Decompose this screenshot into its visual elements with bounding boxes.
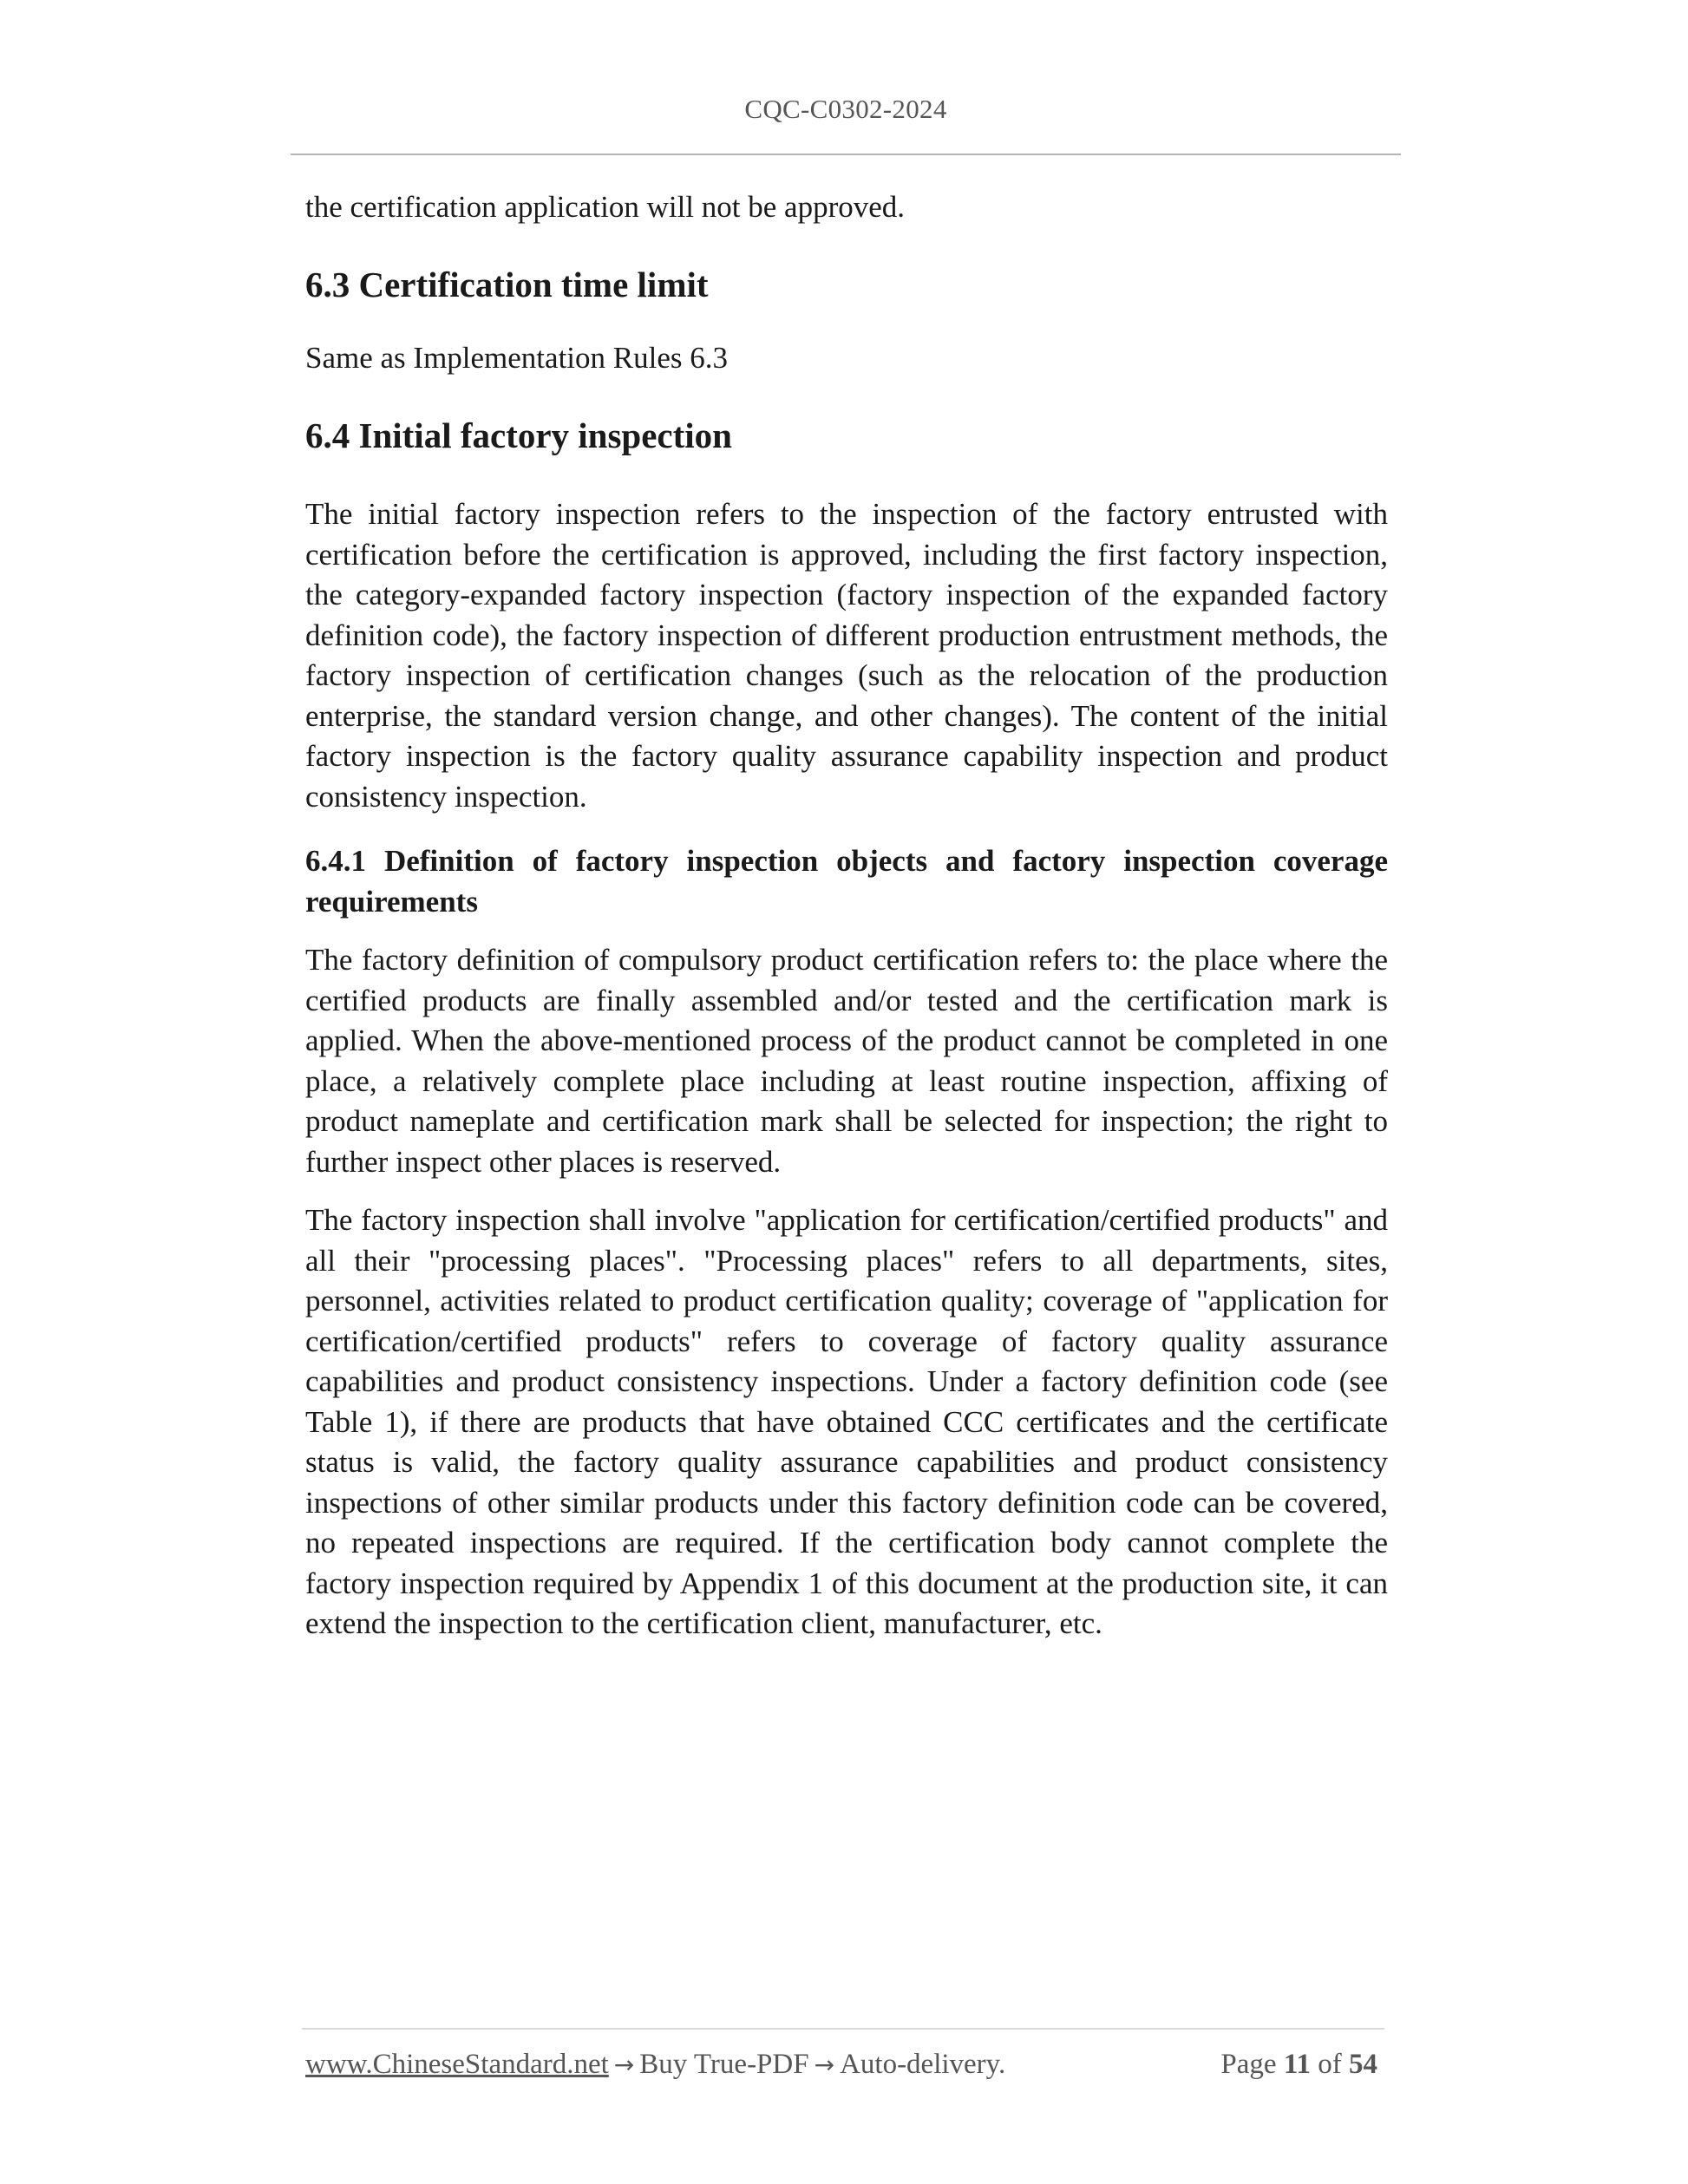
delivery-text: Auto-delivery. [840, 2049, 1006, 2080]
header-divider [291, 154, 1401, 155]
page-header-doc-code: CQC-C0302-2024 [744, 94, 947, 124]
section-6-4-1-heading: 6.4.1 Definition of factory inspection objects and factory inspection coverage requirements [305, 844, 1388, 919]
arrow-right-icon: → [613, 2050, 635, 2079]
page-footer [305, 2049, 1377, 2081]
site-link[interactable]: www.ChineseStandard.net [305, 2049, 609, 2080]
section-6-4-1-paragraph-2: The factory inspection shall involve "application for certification/certified products" and all their "processing places". "Processing places" refers to all departments, sites, personnel, activities related to product certification quality; coverage of "application for certification/certified products" refers to coverage of factory quality assurance capabilities and product consistency inspections. Under a factory definition code (see Table 1), if there are products that have obtained CCC certificates and the certificate status is valid, the factory quality assurance capabilities and product consistency inspections of other similar products under this factory definition code can be covered, no repeated inspections are required. If the certification body cannot complete the factory inspection required by Appendix 1 of this document at the production site, it can extend the inspection to the certification client, manufacturer, etc. [305, 1203, 1388, 1640]
section-6-4-heading: 6.4 Initial factory inspection [305, 415, 732, 455]
footer-promo [305, 2049, 1005, 2081]
section-6-3-heading: 6.3 Certification time limit [305, 264, 709, 304]
section-6-4-1-paragraph-1: The factory definition of compulsory product certification refers to: the place where the certified products are finally assembled and/or tested and the certification mark is applied. When the above-mentioned process of the product cannot be completed in one place, a relatively complete place including at least routine inspection, affixing of product nameplate and certification mark shall be selected for inspection; the right to further inspect other places is reserved. [305, 943, 1388, 1179]
arrow-right-icon: → [814, 2050, 835, 2079]
section-6-4-text: The initial factory inspection refers to the inspection of the factory entrusted with certification before the certification is approved, including the first factory inspection, the category-expanded factory inspection (factory inspection of the expanded factory definition code), the factory inspection of different production entrustment methods, the factory inspection of certification changes (such as the relocation of the production enterprise, the standard version change, and other changes). The content of the initial factory inspection is the factory quality assurance capability inspection and product consistency inspection. [305, 497, 1388, 814]
section-6-3-text: Same as Implementation Rules 6.3 [305, 340, 728, 375]
page-number: 11 [1283, 2049, 1311, 2080]
of-label: of [1318, 2049, 1342, 2080]
buy-text: Buy True-PDF [639, 2049, 809, 2080]
page-indicator [1220, 2049, 1377, 2081]
footer-divider [302, 2028, 1384, 2030]
page-content [305, 187, 1388, 1645]
lead-paragraph: the certification application will not be approved. [305, 190, 906, 224]
total-pages: 54 [1349, 2049, 1377, 2080]
page-label: Page [1220, 2049, 1277, 2080]
